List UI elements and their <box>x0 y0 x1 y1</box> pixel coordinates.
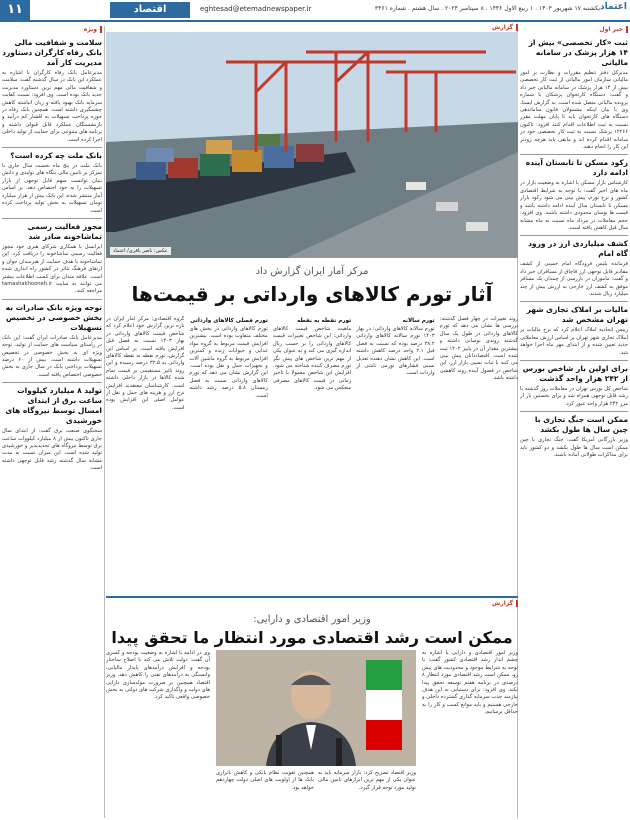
lead-article-body <box>106 316 518 588</box>
article-column <box>106 316 184 588</box>
page-header <box>0 0 630 22</box>
news-body: شاخص کل بورس تهران در معاملات روز گذشته با رشد قابل توجهی همراه شد و برای نخستین بار از مرز ۲۴۲ هزار واحد عبور کرد. <box>520 385 628 407</box>
news-title: برای اولین بار شاخص بورس از ۲۴۲ هزار واحد گذشت <box>522 363 628 383</box>
photo-caption: عکس: ناصر باقری/ اعتماد <box>110 247 171 255</box>
news-body: مدیرکل دفتر تنظیم مقررات و نظارت بر امور مالیاتی سازمان امور مالیاتی از ثبت کار تخصصی بیش از ۱۴ هزار پزشک در سامانه مالیاتی خبر داد و گفت: دستگاه کارتخوان پزشکان با شماره پرونده مالیاتی متصل شده است. به گزارش ایسنا، وی با بیان اینکه مشمولان قانون ساماندهی دستگاه های کارتخوان باید تا پایان مهلت مقرر نسبت به ثبت اطلاعات اقدام کنند افزود: تاکنون ۱۲۲۶۶ پزشک نسبت به ثبت کار تخصصی خود در سامانه اقدام کرده اند و مابقی باید هرچه زودتر این کار را انجام دهند. <box>520 70 628 151</box>
news-body: بانک ملت در پنج ماه نخست سال جاری با تمرکز بر تامین مالی بنگاه های تولیدی و دانش بنیان توانست سهم قابل توجهی از بازار تسهیلات را به خود اختصاص دهد. بر اساس آمار منتشر شده، این بانک بیش از هزار میلیارد تومان تسهیلات به بخش تولید پرداخت کرده است. <box>2 163 102 214</box>
news-body: رییس اتحادیه املاک اعلام کرد که نرخ مالیات بر املاک تجاری شهر تهران بر اساس ارزش معاملاتی جدید تعیین شده و از ابتدای مهر ماه اجرا خواهد شد. <box>520 327 628 356</box>
second-article-right: وزیر امور اقتصادی و دارایی با اشاره به چشم انداز رشد اقتصادی کشور گفت: با توجه به شرایط موجود و محدودیت های پیش رو، ممکن است رشد اقتصادی مورد انتظار ۸ درصدی در برنامه هفتم توسعه تحقق پیدا نکند. وی افزود: برای دستیابی به این هدف نیازمند جذب سرمایه گذاری گسترده داخلی و خارجی هستیم و باید موانع کسب و کار را به حداقل برسانیم. <box>422 650 518 716</box>
section-label: اقتصاد <box>110 2 190 18</box>
article-column: همچنین تقویت نظام بانکی و کاهش ناترازی بانک ها از اولویت های اصلی دولت چهاردهم خواهد بود. <box>216 770 314 791</box>
column-divider <box>104 26 105 818</box>
article-paragraph: روند تغییرات در چهار فصل گذشته: بررسی ها نشان می دهد که تورم کالاهای وارداتی در طول یک سال گذشته روندی نوسانی داشته و بیشترین مقدار آن در پاییز ۱۴۰۲ ثبت شده است. اقتصاددانان پیش بینی می کنند با ثبات نسبی بازار ارز، این شاخص در فصول آینده روند کاهشی داشته باشد. <box>439 316 519 382</box>
second-article-bottom <box>216 770 416 818</box>
newspaper-logo: اعتماد <box>600 2 627 12</box>
news-title: بانک ملت چه کرده است؟ <box>10 151 102 161</box>
left-column-tag: ویژه <box>84 26 102 33</box>
news-body: مدیرعامل بانک رفاه کارگران با اشاره به عملکرد این بانک در سال گذشته گفت: سلامت و شفافیت مالی مهم ترین دستاورد مدیریت جدید بانک بوده است. وی افزود: نسبت کفایت سرمایه بانک بهبود یافته و زیان انباشته کاهش چشمگیری داشته است. همچنین بانک رفاه در حوزه پرداخت تسهیلات به اقشار کم درآمد و بازنشستگان عملکرد قابل قبولی داشته و برنامه های متنوعی برای حمایت از تولید داخلی اجرا کرده است. <box>2 70 102 143</box>
news-body: مدیرعامل بانک صادرات ایران گفت: این بانک در راستای سیاست های حمایت از تولید، توجه ویژه ای به بخش خصوصی در تخصیص تسهیلات داشته است. بیش از ۶۰ درصد تسهیلات پرداختی بانک در سال جاری به بخش خصوصی اختصاص یافته است. <box>2 334 102 378</box>
news-body: سخنگوی صنعت برق گفت: از ابتدای سال جاری تاکنون بیش از ۸ میلیارد کیلووات ساعت برق توسط نیروگاه های تجدیدپذیر و خورشیدی تولید شده است. این میزان نسبت به مدت مشابه سال گذشته رشد قابل توجهی داشته است. <box>2 428 102 472</box>
news-title: سلامت و شفافیت مالی بانک رفاه کارگران دستاورد مدیریت کار آمد <box>2 38 102 67</box>
article-paragraph: ماهیت شاخص قیمت کالاهای وارداتی: این شاخص تغییرات قیمت کالاهای وارداتی را بر حسب ریال اندازه گیری می کند و به عنوان یکی از مهم ترین شاخص های پیش نگر تورم مصرف کننده شناخته می شود. افزایش این شاخص معمولا با تاخیر زمانی در قیمت کالاهای مصرفی منعکس می شود. <box>272 326 352 392</box>
lead-story-tag: گزارش <box>492 24 518 31</box>
article-paragraph: تورم سالانه کالاهای وارداتی: در بهار ۱۴۰۳ تورم سالانه کالاهای وارداتی ۳۸.۲ درصد بوده که نسبت به فصل قبل ۲.۱ واحد درصد کاهش داشته است. این کاهش نشان دهنده تعدیل نسبی فشارهای تورمی ناشی از واردات است. <box>356 326 435 377</box>
article-column <box>273 316 351 588</box>
second-headline: ممکن است رشد اقتصادی مورد انتظار ما تحقق پیدا <box>111 628 513 647</box>
minister-illustration <box>216 650 416 766</box>
news-title: توجه ویژه بانک صادرات به بخش خصوصی در تخصیص تسهیلات <box>5 302 102 332</box>
second-kicker: وزیر امور اقتصادی و دارایی: <box>253 614 371 625</box>
article-subhead: تورم سالانه <box>402 318 435 324</box>
article-column <box>356 316 434 588</box>
article-paragraph: گروه اقتصادی: مرکز آمار ایران در تازه ترین گزارش خود اعلام کرد که شاخص قیمت کالاهای وارداتی در بهار ۱۴۰۳ نسبت به فصل قبل افزایش یافته است. بر اساس این گزارش، تورم نقطه به نقطه کالاهای وارداتی به ۳۲.۵ درصد رسیده و این روند تاثیر مستقیمی بر قیمت تمام شده کالاها در بازار داخلی داشته است. کارشناسان معتقدند افزایش نرخ ارز و هزینه های حمل و نقل از عوامل اصلی این افزایش بوده است. <box>106 316 185 411</box>
news-title: مجوز فعالیت رسمی تماشاخونه صادر شد <box>27 221 102 241</box>
article-subhead: تورم فصلی کالاهای وارداتی <box>190 318 268 324</box>
minister-photo <box>216 650 416 766</box>
news-body: وزیر بازرگانی آمریکا گفت: جنگ تجاری با چین ممکن است سال ها طول بکشد و دو کشور باید برای مذاکرات طولانی آماده باشند. <box>520 437 628 458</box>
port-illustration <box>106 32 518 258</box>
news-body: کارشناس بازار مسکن با اشاره به وضعیت بازار در ماه های اخیر گفت: با توجه به شرایط اقتصادی کشور و نرخ تورم، پیش بینی می شود رکود بازار مسکن تا تابستان سال آینده ادامه داشته باشد و قیمت ها نوسان محدودی داشته باشند. وی افزود: حجم معاملات در مرداد ماه نسبت به ماه مشابه سال قبل کاهش یافته است. <box>520 180 628 231</box>
second-story-tag: گزارش <box>492 600 518 607</box>
right-column-tag: خبر اول <box>599 26 628 33</box>
article-subhead: تورم نقطه به نقطه <box>297 318 352 324</box>
left-news-column <box>2 26 102 818</box>
lead-kicker: مرکز آمار ایران گزارش داد <box>255 266 369 277</box>
port-photo <box>106 32 518 258</box>
article-paragraph: تورم کالاهای وارداتی در بخش های مختلف متفاوت بوده است. بیشترین افزایش قیمت مربوط به گروه مواد غذایی و حیوانات زنده و کمترین افزایش مربوط به گروه ماشین آلات و تجهیزات حمل و نقل بوده است. این گزارش نشان می دهد که تورم کالاهای وارداتی نسبت به فصل زمستان ۵.۸ درصد رشد داشته است. <box>189 326 268 399</box>
news-title: کشف میلیاردی ارز در ورود گاه امام <box>528 239 628 259</box>
lead-headline: آثار تورم کالاهای وارداتی بر قیمت‌ها <box>131 282 493 306</box>
news-title: مالیات بر املاک تجاری شهر تهران مشخص شد <box>526 305 628 325</box>
section-email[interactable]: eghtesad@etemadnewspaper.ir <box>200 5 312 13</box>
issue-info: یکشنبه ۱۷ شهریور ۱۴۰۳ . ۱ ربیع الاول ۱۴۴۶ . ۸ سپتامبر ۲۰۲۴ . سال هشتم . شماره ۳۴۶۱ <box>374 5 600 12</box>
news-title: ثبت «کار تخصصی» بیش از ۱۴ هزار پزشک در سامانه مالیاتی <box>528 38 628 67</box>
article-column <box>440 316 518 588</box>
news-body: فرمانده پلیس فرودگاه امام خمینی از کشف مقادیر قابل توجهی ارز قاچاق از مسافران خبر داد و گفت: ماموران در بازرسی از چمدان یک مسافر موفق به کشف ارز خارجی به ارزش بیش از چند میلیارد ریال شدند. <box>520 261 628 297</box>
center-content <box>106 26 518 818</box>
news-title: ممکن است جنگ تجاری با چین سال ها طول بکشد <box>534 415 628 435</box>
second-article-left: وی در ادامه با اشاره به وضعیت بودجه و کسری آن گفت: دولت تلاش می کند با اصلاح ساختار بودجه و افزایش درآمدهای پایدار مالیاتی، وابستگی به درآمدهای نفتی را کاهش دهد. وزیر اقتصاد همچنین بر ضرورت مولدسازی دارایی های دولت و واگذاری شرکت های دولتی به بخش خصوصی واقعی تاکید کرد. <box>106 650 210 701</box>
news-title: تولید ۸ میلیارد کیلووات ساعت برق از ابتدای امسال توسط نیروگاه های خورشیدی <box>5 386 102 426</box>
news-title: رکود مسکن تا تابستان آینده ادامه دارد <box>525 158 628 178</box>
news-body: ایرانسل با همکاری شرکای هنری خود مجوز فعالیت رسمی تماشاخونه را دریافت کرد. این تماشاخونه با هدف حمایت از هنرمندان جوان و ارتقای فرهنگ تئاتر در کشور راه اندازی شده است. علاقه مندان برای کسب اطلاعات بیشتر می توانند به سایت tamashakhooneh.ir مراجعه کنند. <box>2 243 102 295</box>
section-divider <box>106 596 518 598</box>
right-news-column <box>520 26 628 818</box>
article-column: وزیر اقتصاد تصریح کرد: بازار سرمایه باید به عنوان یکی از مهم ترین ابزارهای تامین مالی تولید مورد توجه قرار گیرد. <box>318 770 416 791</box>
page-number: ۱۱ <box>0 0 30 20</box>
article-column <box>189 316 267 588</box>
